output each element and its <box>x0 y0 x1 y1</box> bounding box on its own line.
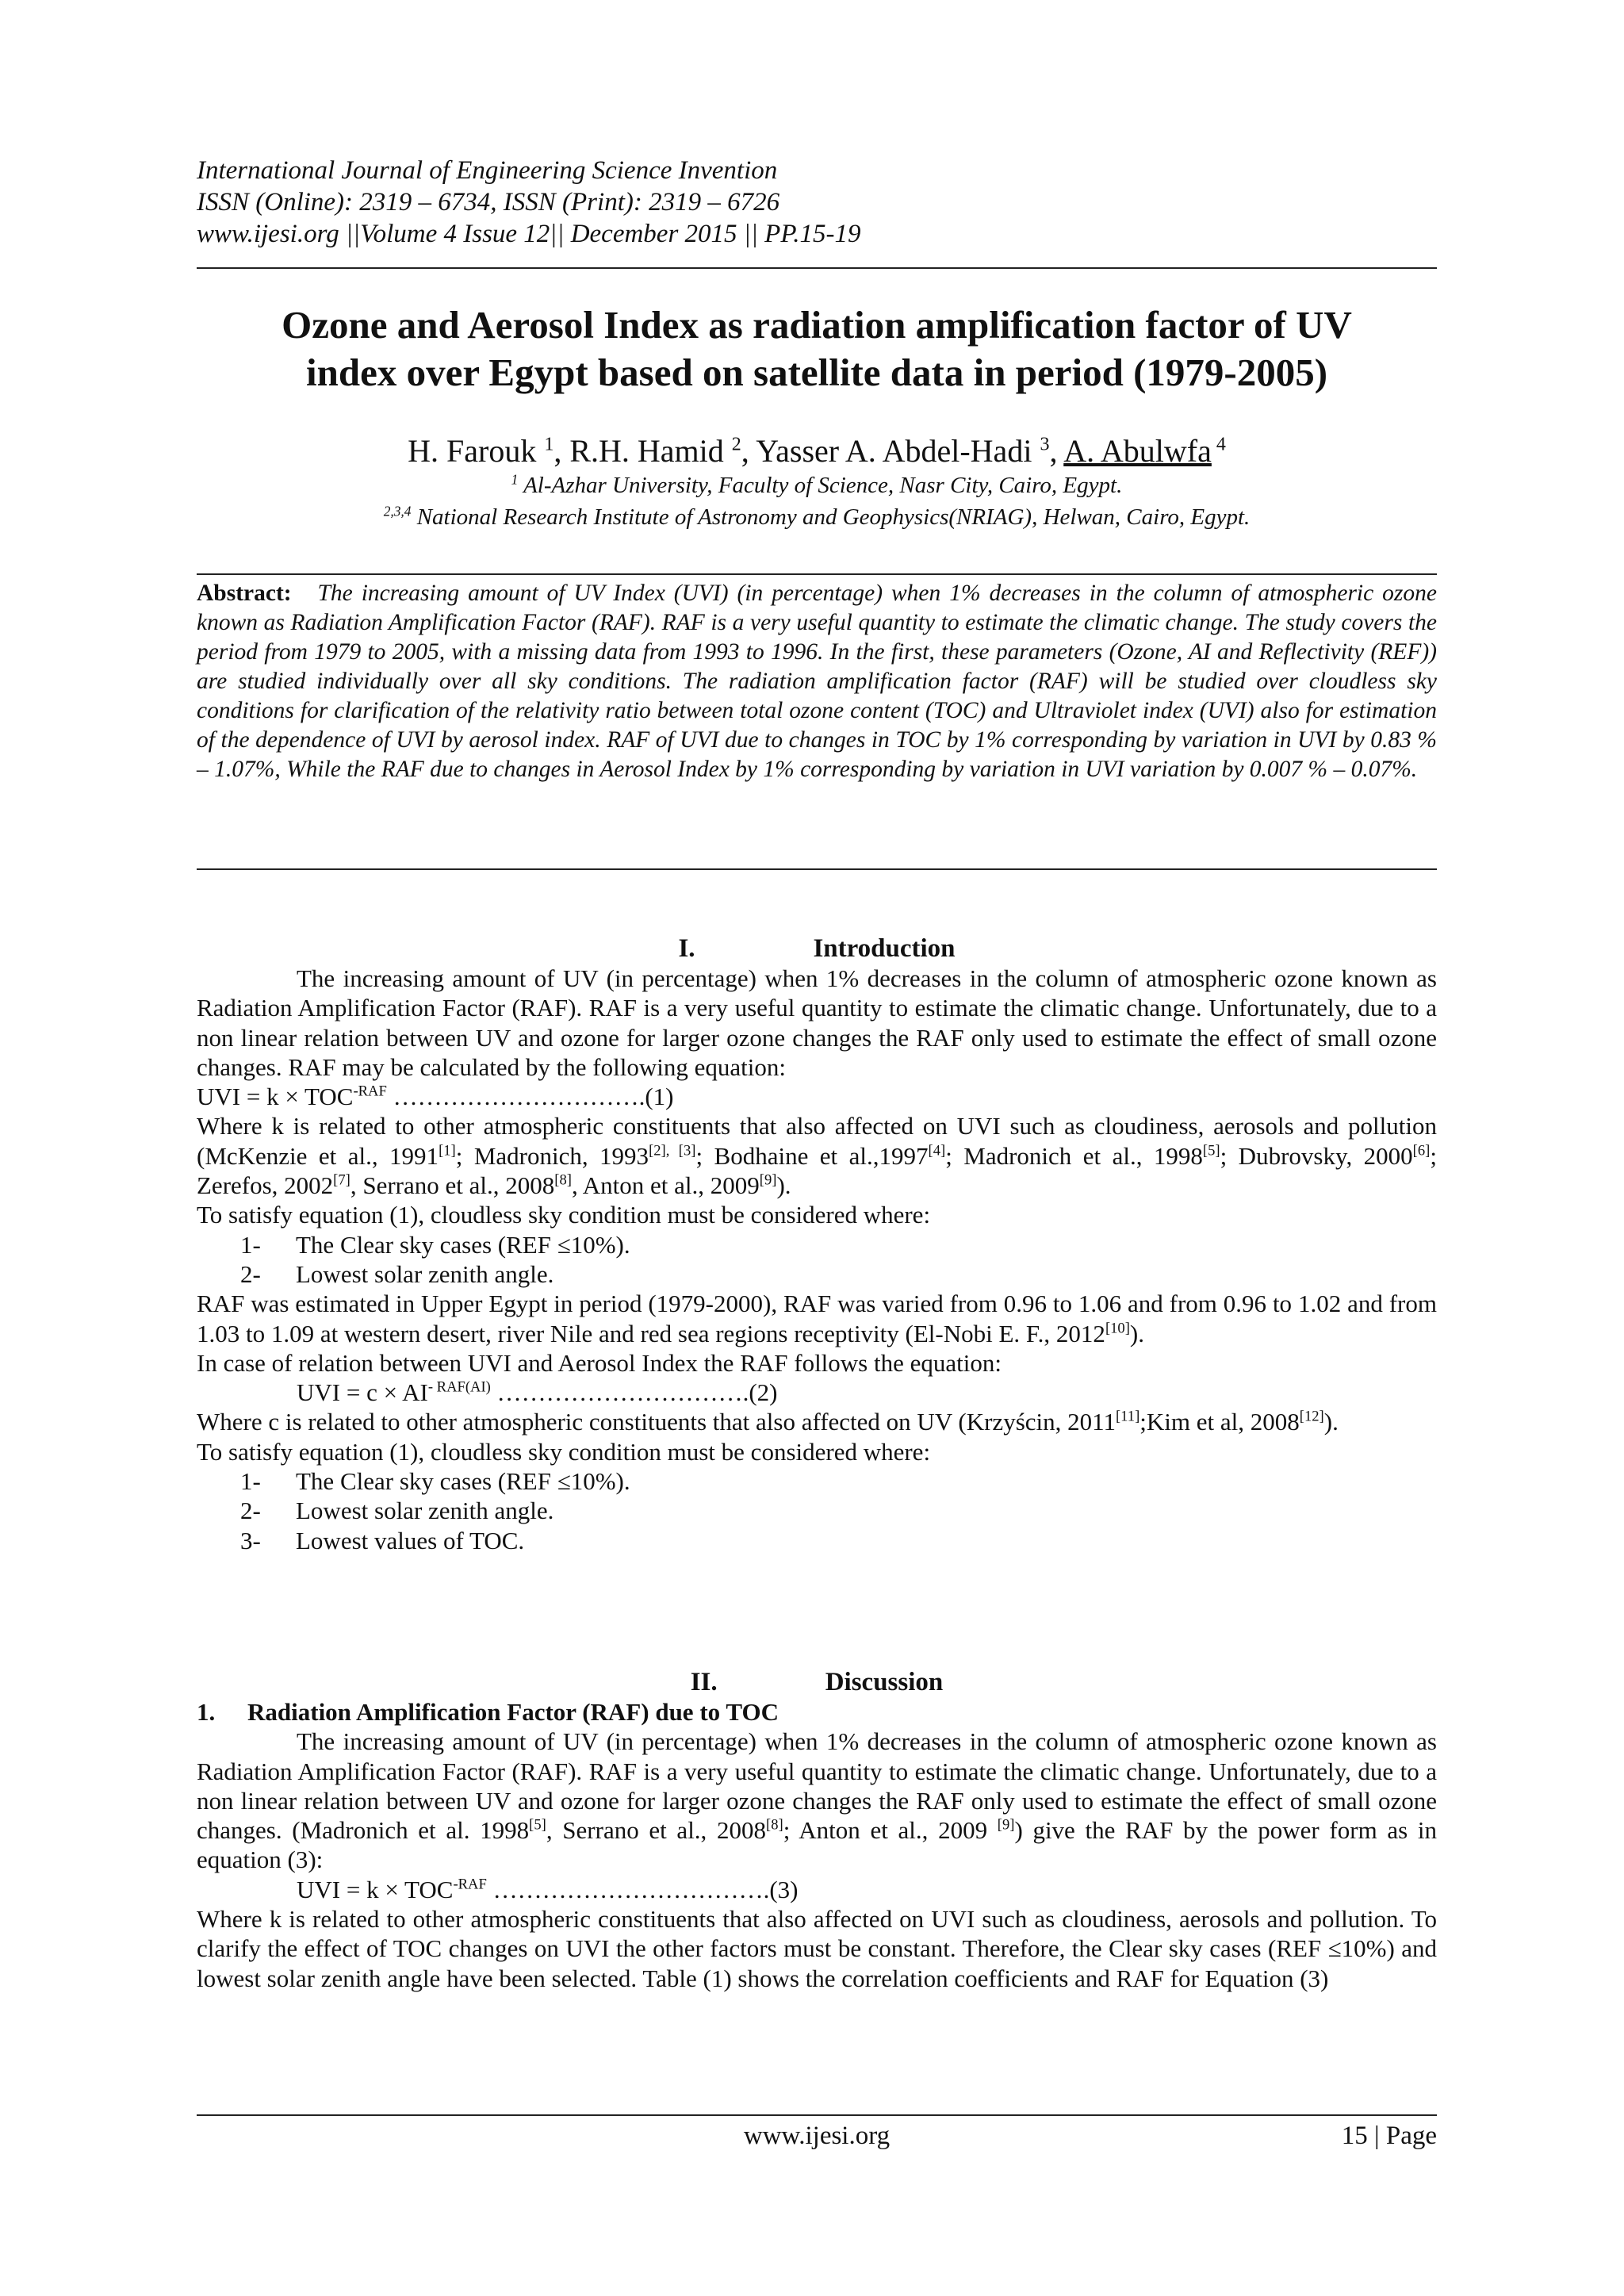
paragraph: To satisfy equation (1), cloudless sky condition must be considered where: <box>197 1201 931 1229</box>
paper-title <box>197 301 1437 397</box>
header-rule <box>197 267 1437 269</box>
section-heading: I. Introduction <box>678 934 956 963</box>
subsection-heading: 1. Radiation Amplification Factor (RAF) due to TOC <box>197 1698 779 1726</box>
abstract-label: Abstract: <box>197 581 292 606</box>
condition-list <box>197 1230 1437 1290</box>
section-introduction <box>197 933 1437 1555</box>
footer-site-link[interactable]: www.ijesi.org <box>743 2122 891 2150</box>
paragraph: The increasing amount of UV (in percentage) when 1% decreases in the column of atmospheric ozone known as Radiation Amplification Factor (RAF). RAF is a very useful quantity to estimate the climatic change. Unfortunately, due to a non linear relation between UV and ozone for larger ozone changes the RAF only used to estimate the effect of small ozone changes. RAF may be calculated by the following equation: <box>197 964 1437 1081</box>
paragraph: Where k is related to other atmospheric constituents that also affected on UVI such as cloudiness, aerosols and pollution. To clarify the effect of TOC changes on UVI the other factors must be constant. Therefore, the Clear sky cases (REF ≤10%) and lowest solar zenith angle have been selected. Table (1) shows the correlation coefficients and RAF for Equation (3) <box>197 1905 1437 1992</box>
affiliation-1: $^1$ Al-Azhar University, Faculty of Science, Nasr City, Cairo, Egypt. <box>511 471 1123 498</box>
list-item: 2- Lowest solar zenith angle. <box>240 1497 554 1525</box>
equation-2: UVI = $c \times AI^{- RAF(AI)}$ ………………………….(2) <box>297 1378 778 1407</box>
condition-list <box>197 1466 1437 1555</box>
abstract-bottom-rule <box>197 868 1437 870</box>
paragraph: To satisfy equation (1), cloudless sky condition must be considered where: <box>197 1437 931 1466</box>
section-heading: II. Discussion <box>690 1668 944 1696</box>
list-item: 1- The Clear sky cases (REF ≤10%). <box>240 1467 630 1496</box>
paragraph: Where c is related to other atmospheric constituents that also affected on UV (Krzyścin, 2011[11];Kim et al, 2008[12]). <box>197 1408 1339 1436</box>
page-number: 15 | Page <box>1341 2122 1437 2150</box>
title-line-1: Ozone and Aerosol Index as radiation amplification factor of UV <box>282 303 1352 347</box>
paragraph: Where k is related to other atmospheric constituents that also affected on UVI such as cloudiness, aerosols and pollution (McKenzie et al., 1991[1]; Madronich, 1993[2], [3]; Bodhaine et al.,1997[4]; Madronich et al., 1998[5]; Dubrovsky, 2000[6]; Zerefos, 2002[7], Serrano et al., 2008[8], Anton et al., 2009[9]). <box>197 1112 1437 1200</box>
section-discussion <box>197 1667 1437 1993</box>
affiliation-2: $^{2,3,4}$ National Research Institute of Astronomy and Geophysics(NRIAG), Helwan, Cairo, Egypt. <box>383 503 1251 530</box>
equation-1: UVI = $k \times TOC^{-RAF}$ ………………………….(1) <box>197 1083 674 1111</box>
author: H. Farouk $^1$, <box>408 433 570 469</box>
journal-issn: ISSN (Online): 2319 – 6734, ISSN (Print): 2319 – 6726 <box>197 188 780 217</box>
journal-volume: www.ijesi.org ||Volume 4 Issue 12|| December 2015 || PP.15-19 <box>197 220 861 248</box>
abstract-top-rule <box>197 573 1437 575</box>
title-line-2: index over Egypt based on satellite data in period (1979-2005) <box>305 351 1328 394</box>
author-list <box>197 432 1437 470</box>
paragraph: In case of relation between UVI and Aerosol Index the RAF follows the equation: <box>197 1348 1002 1377</box>
paragraph: RAF was estimated in Upper Egypt in period (1979-2000), RAF was varied from 0.96 to 1.06 and from 0.96 to 1.02 and from 1.03 to 1.09 at western desert, river Nile and red sea regions receptivity (El-Nobi E. F., 2012[10]). <box>197 1290 1437 1347</box>
author-link[interactable]: A. Abulwfa $^4$ <box>1063 433 1226 469</box>
abstract <box>197 579 1437 784</box>
abstract-text: The increasing amount of UV Index (UVI) (in percentage) when 1% decreases in the column of atmospheric ozone known as Radiation Amplification Factor (RAF). RAF is a very useful quantity to estimate the climatic change. The study covers the period from 1979 to 2005, with a missing data from 1993 to 1996. In the first, these parameters (Ozone, AI and Reflectivity (REF)) are studied individually over all sky conditions. The radiation amplification factor (RAF) will be studied over cloudless sky conditions for clarification of the relativity ratio between total ozone content (TOC) and Ultraviolet index (UVI) also for estimation of the dependence of UVI by aerosol index. RAF of UVI due to changes in TOC by 1% corresponding by variation in UVI by 0.83 % – 1.07%, While the RAF due to changes in Aerosol Index by 1% corresponding by variation in UVI variation by 0.007 % – 0.07%. <box>197 581 1438 782</box>
paper-page <box>197 0 1437 2296</box>
list-item: 2- Lowest solar zenith angle. <box>240 1259 554 1288</box>
journal-header <box>197 155 1437 250</box>
paragraph: The increasing amount of UV (in percentage) when 1% decreases in the column of atmospheric ozone known as Radiation Amplification Factor (RAF). RAF is a very useful quantity to estimate the climatic change. Unfortunately, due to a non linear relation between UV and ozone for larger ozone changes the RAF only used to estimate the effect of small ozone changes. (Madronich et al. 1998[5], Serrano et al., 2008[8]; Anton et al., 2009 [9]) give the RAF by the power form as in equation (3): <box>197 1727 1437 1874</box>
equation-3: UVI = $k \times TOC^{-RAF}$ …………………………….(3) <box>297 1875 799 1903</box>
list-item: 3- Lowest values of TOC. <box>240 1526 525 1554</box>
list-item: 1- The Clear sky cases (REF ≤10%). <box>240 1230 630 1259</box>
journal-name: International Journal of Engineering Science Invention <box>197 156 778 185</box>
author: Yasser A. Abdel-Hadi $^3$, <box>756 433 1064 469</box>
author: R.H. Hamid $^2$, <box>569 433 756 469</box>
footer-rule <box>197 2114 1437 2116</box>
